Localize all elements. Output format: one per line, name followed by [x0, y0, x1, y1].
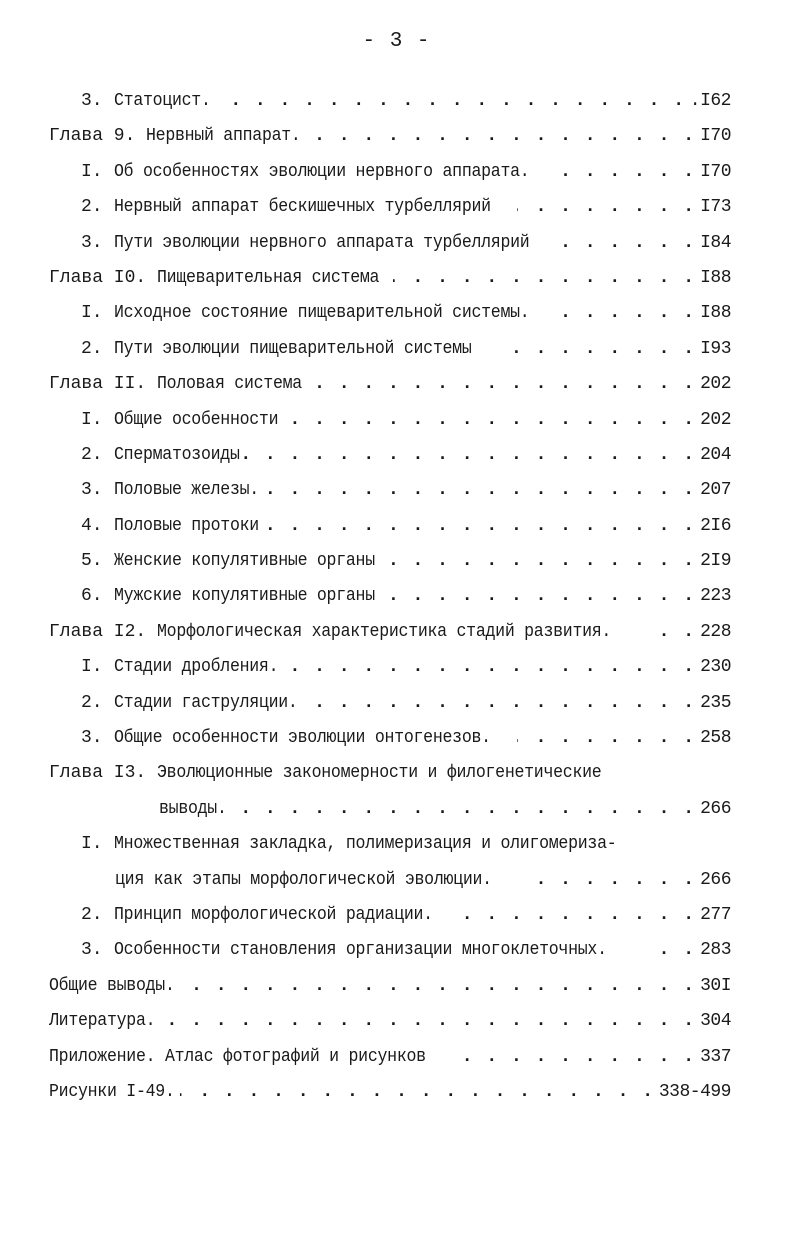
entry-number: I.: [81, 303, 103, 324]
dot-leader: [308, 119, 694, 154]
entry-page: 30I: [700, 975, 731, 996]
entry-page: I93: [700, 338, 731, 359]
toc-entry: [0, 155, 793, 190]
toc-entry: [0, 226, 793, 261]
page-number: - 3 -: [362, 30, 431, 53]
toc-entry: [0, 296, 793, 331]
entry-page: 2I6: [700, 515, 731, 536]
toc-entry: [0, 509, 793, 544]
entry-number: 2.: [81, 692, 103, 713]
entry-page: 223: [700, 586, 731, 607]
section-title: Общие выводы.: [49, 975, 175, 996]
entry-number: 3.: [81, 232, 103, 253]
dot-leader: [213, 84, 684, 119]
dot-leader: [309, 367, 694, 402]
toc-chapter: [0, 615, 793, 650]
chapter-title: Половая система: [157, 374, 303, 395]
toc-entry: [0, 579, 793, 614]
dot-leader: [244, 438, 694, 473]
entry-page: 277: [700, 904, 731, 925]
entry-number: 3.: [81, 480, 103, 501]
entry-number: 4.: [81, 515, 103, 536]
toc-chapter: [0, 756, 793, 791]
chapter-title-continuation: выводы.: [159, 798, 227, 819]
entry-title: Сперматозоиды: [113, 444, 240, 465]
toc-entry: [0, 332, 793, 367]
dot-leader: [159, 1004, 694, 1039]
entry-page: 266: [700, 869, 731, 890]
toc-chapter-continuation: [0, 792, 793, 827]
chapter-number: Глава I0.: [49, 267, 147, 288]
entry-page: 204: [700, 444, 731, 465]
dot-leader: [393, 261, 694, 296]
toc-entry: [0, 544, 793, 579]
entry-title: Множественная закладка, полимеризация и олигомериза-: [113, 834, 617, 855]
entry-page: 230: [700, 657, 731, 678]
toc-section: [0, 1004, 793, 1039]
toc-entry: [0, 898, 793, 933]
entry-page: 283: [700, 940, 731, 961]
entry-number: 5.: [81, 551, 103, 572]
entry-number: 3.: [81, 91, 103, 111]
dot-leader: [391, 579, 694, 614]
section-title: Приложение. Атлас фотографий и рисунков: [49, 1046, 426, 1067]
toc-section: [0, 1040, 793, 1075]
entry-title: Принцип морфологической радиации.: [113, 904, 433, 925]
entry-title: Особенности становления организации многоклеточных.: [113, 940, 607, 961]
chapter-title: Эволюционные закономерности и филогенетические: [157, 763, 602, 784]
entry-page: I84: [700, 232, 731, 253]
dot-leader: [519, 863, 694, 898]
entry-number: I.: [81, 161, 103, 182]
toc-entry: [0, 827, 793, 862]
entry-page: 304: [700, 1011, 731, 1032]
toc-entry: [0, 438, 793, 473]
entry-page: 258: [700, 728, 731, 749]
entry-title: Исходное состояние пищеварительной системы.: [113, 303, 530, 324]
dot-leader: [286, 403, 694, 438]
dot-leader: [454, 898, 694, 933]
entry-page: 338-499: [658, 1081, 731, 1102]
entry-title: Женские копулятивные органы: [113, 551, 375, 572]
entry-page: 228: [700, 621, 731, 642]
entry-page: 207: [700, 480, 731, 501]
chapter-number: Глава I3.: [49, 763, 147, 784]
entry-number: 2.: [81, 904, 103, 925]
chapter-title: Пищеварительная система: [157, 267, 380, 288]
dot-leader: [307, 686, 694, 721]
dot-leader: [453, 1040, 694, 1075]
dot-leader: [227, 792, 694, 827]
entry-page: 2I9: [700, 551, 731, 572]
entry-title: Общие особенности эволюции онтогенезов.: [113, 728, 491, 749]
entry-title: Статоцист.: [113, 91, 211, 111]
toc-chapter: [0, 367, 793, 402]
toc-entry-continuation: [0, 863, 793, 898]
chapter-number: Глава II.: [49, 374, 147, 395]
toc-entry: [0, 403, 793, 438]
toc-entry: [0, 686, 793, 721]
dot-leader: [180, 1075, 653, 1110]
entry-page: 202: [700, 374, 731, 395]
entry-title: Об особенностях эволюции нервного аппарата.: [113, 161, 530, 182]
entry-title: Мужские копулятивные органы: [113, 586, 375, 607]
entry-page: 202: [700, 409, 731, 430]
entry-number: 2.: [81, 444, 103, 465]
dot-leader: [559, 155, 694, 190]
entry-title: Пути эволюции нервного аппарата турбеллярий: [113, 232, 530, 253]
chapter-number: Глава I2.: [49, 621, 147, 642]
entry-page: I70: [700, 126, 731, 147]
entry-number: 2.: [81, 197, 103, 218]
toc-entry: [0, 650, 793, 685]
entry-page: 266: [700, 798, 731, 819]
dot-leader: [559, 226, 694, 261]
dot-leader: [265, 509, 694, 544]
dot-leader: [559, 296, 694, 331]
entry-number: 3.: [81, 728, 103, 749]
toc-entry: [0, 84, 793, 119]
entry-page: .I62: [689, 91, 731, 111]
dot-leader: [180, 969, 694, 1004]
entry-title: Стадии гаструляции.: [113, 692, 298, 713]
section-title: Рисунки I-49.: [49, 1081, 175, 1102]
entry-page: I88: [700, 267, 731, 288]
toc-section: [0, 969, 793, 1004]
entry-number: I.: [81, 834, 103, 855]
section-title: Литература.: [49, 1011, 156, 1032]
toc-chapter: [0, 119, 793, 154]
toc-entry: [0, 721, 793, 756]
chapter-number: Глава 9.: [49, 126, 136, 147]
entry-number: I.: [81, 409, 103, 430]
toc-entry: [0, 473, 793, 508]
entry-title: Стадии дробления.: [113, 657, 278, 678]
entry-page: 235: [700, 692, 731, 713]
dot-leader: [643, 933, 694, 968]
toc-chapter: [0, 261, 793, 296]
dot-leader: [265, 473, 694, 508]
entry-title: Пути эволюции пищеварительной системы: [113, 338, 472, 359]
toc-entry: [0, 933, 793, 968]
chapter-title: Нервный аппарат.: [146, 126, 302, 147]
entry-title: Нервный аппарат бескишечных турбеллярий: [113, 197, 491, 218]
entry-title-continuation: ция как этапы морфологической эволюции.: [115, 869, 492, 890]
entry-page: I73: [700, 197, 731, 218]
entry-number: I.: [81, 657, 103, 678]
entry-number: 6.: [81, 586, 103, 607]
entry-title: Половые железы.: [113, 480, 259, 501]
chapter-title: Морфологическая характеристика стадий развития.: [157, 621, 612, 642]
toc-section: [0, 1075, 793, 1110]
dot-leader: [517, 721, 694, 756]
dot-leader: [391, 544, 694, 579]
dot-leader: [517, 190, 694, 225]
dot-leader: [286, 650, 694, 685]
table-of-contents: [0, 84, 793, 1110]
entry-page: 337: [700, 1046, 731, 1067]
toc-entry: [0, 190, 793, 225]
entry-page: I88: [700, 303, 731, 324]
entry-title: Половые протоки: [113, 515, 259, 536]
entry-page: I70: [700, 161, 731, 182]
dot-leader: [645, 615, 694, 650]
entry-number: 3.: [81, 940, 103, 961]
entry-number: 2.: [81, 338, 103, 359]
dot-leader: [496, 332, 694, 367]
entry-title: Общие особенности: [113, 409, 278, 430]
